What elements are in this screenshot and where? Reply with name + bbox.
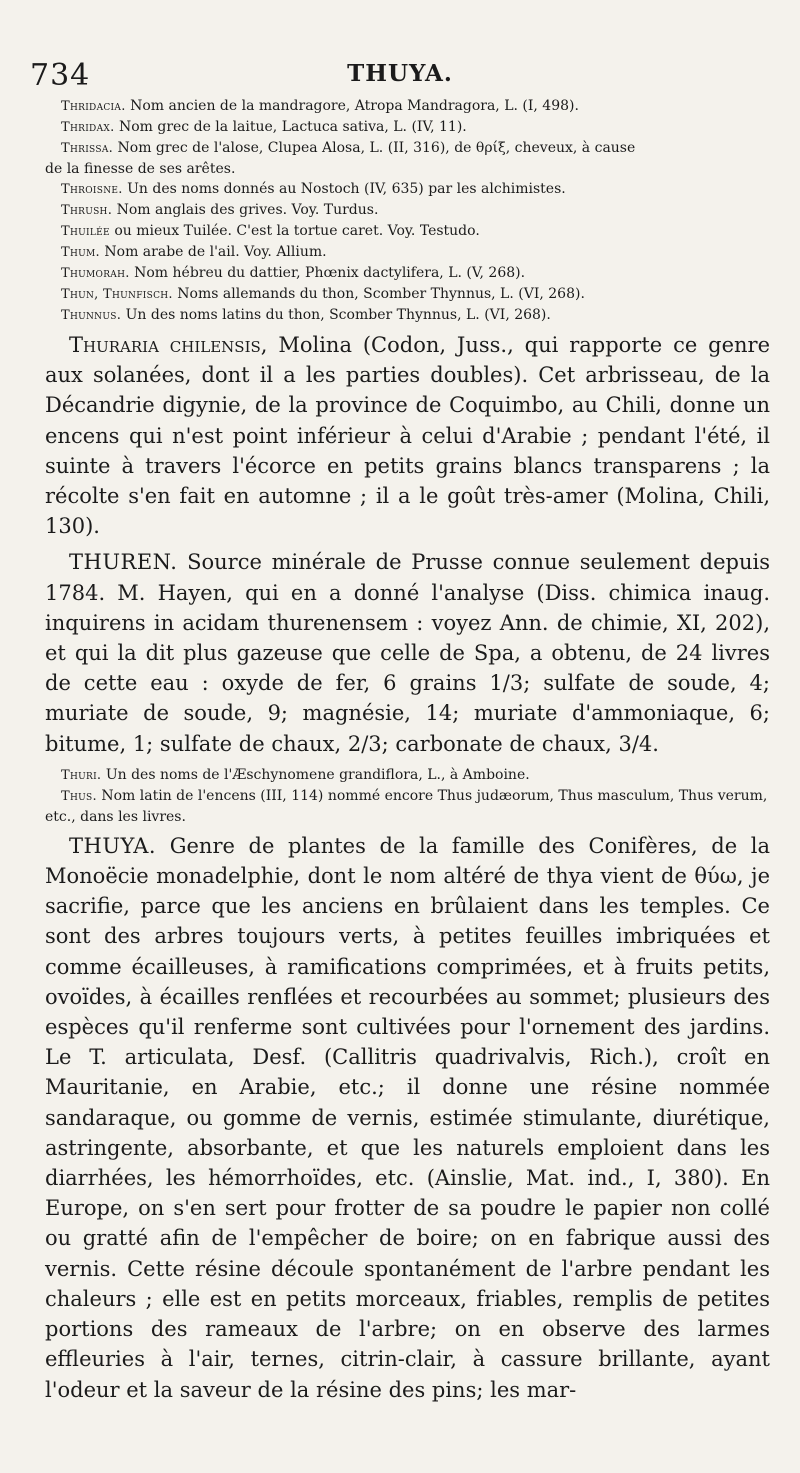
entry-text: Molina (Codon, Juss., qui rapporte ce genre aux solanées, dont il a les parties doubles). Cet arbrisseau, de la Décandrie digynie, de la province de Coquimbo, au Chili, donne un encens qui n'est point inférieur à celui d'Arabie ; pendant l'été, il suinte à travers l'écorce en petits grains blancs transparens ; la récolte s'en fait en automne ; il a le goût très-amer (Molina, Chili, 130). bbox=[45, 333, 770, 539]
entry-headword: Thridacia. bbox=[61, 99, 126, 114]
entry-thum bbox=[45, 242, 770, 263]
entry-headword: Thuilée bbox=[61, 224, 110, 239]
entry-headword: THUYA. bbox=[69, 833, 157, 858]
entry-thrush bbox=[45, 200, 770, 221]
entry-headword: Thrush. bbox=[61, 203, 113, 218]
running-head: THUYA. bbox=[347, 60, 453, 87]
entry-thun bbox=[45, 284, 770, 305]
entry-thuren bbox=[45, 547, 770, 758]
entry-headword: Thrissa. bbox=[61, 141, 114, 156]
entry-headword: Thridax. bbox=[61, 120, 115, 135]
entry-thuilee bbox=[45, 221, 770, 242]
entry-thumorah bbox=[45, 263, 770, 284]
entry-thrissa-continued bbox=[45, 159, 770, 179]
entry-text: Un des noms de l'Æschynomene grandiflora, L., à Amboine. bbox=[101, 766, 530, 783]
entry-headword: Thun, Thunfisch. bbox=[61, 287, 173, 302]
entry-text: Nom arabe de l'ail. Voy. Allium. bbox=[99, 244, 327, 260]
entry-thuraria bbox=[45, 330, 770, 541]
entry-thuri bbox=[45, 765, 770, 786]
entry-thuya bbox=[45, 831, 770, 1405]
entry-headword: Thuri. bbox=[61, 767, 102, 783]
page-header bbox=[30, 58, 770, 98]
entry-text: Nom grec de l'alose, Clupea Alosa, L. (II, 316), de θρίξ, cheveux, à cause bbox=[113, 140, 636, 156]
entry-text: Genre de plantes de la famille des Conifères, de la Monoëcie monadelphie, dont le nom altéré de thya vient de θύω, je sacrifie, parce que les anciens en brûlaient dans les temples. Ce sont des arbres toujours verts, à petites feuilles imbriquées et comme écailleuses, à ramifications comprimées, et à fruits petits, ovoïdes, à écailles renflées et recourbées au sommet; plusieurs des espèces qu'il renferme sont cultivées pour l'ornement des jardins. Le T. articulata, Desf. (Callitris quadrivalvis, Rich.), croît en Mauritanie, en Arabie, etc.; il donne une résine nommée sandaraque, ou gomme de vernis, estimée stimulante, diurétique, astringente, absorbante, et que les naturels emploient dans les diarrhées, les hémorrhoïdes, etc. (Ainslie, Mat. ind., I, 380). En Europe, on s'en sert pour frotter de sa poudre le papier non collé ou gratté afin de l'empêcher de boire; on en fabrique aussi des vernis. Cette résine découle spontanément de l'arbre pendant les chaleurs ; elle est en petits morceaux, friables, remplis de petites portions des rameaux de l'arbre; on en observe des larmes effleuries à l'air, ternes, citrin-clair, à cassure brillante, ayant l'odeur et la saveur de la résine des pins; les mar- bbox=[45, 833, 770, 1402]
entries-block-2 bbox=[45, 765, 770, 827]
entry-text: de la finesse de ses arêtes. bbox=[45, 161, 236, 177]
entry-thridacia bbox=[45, 96, 770, 117]
entry-throisne bbox=[45, 179, 770, 200]
entry-thridax bbox=[45, 117, 770, 138]
entry-headword: Thum. bbox=[61, 245, 100, 260]
entry-text: Nom hébreu du dattier, Phœnix dactylifera, L. (V, 268). bbox=[129, 265, 526, 281]
entry-text: Nom ancien de la mandragore, Atropa Mandragora, L. (I, 498). bbox=[125, 98, 579, 114]
entry-thrissa bbox=[45, 138, 770, 159]
page-content bbox=[45, 96, 770, 1411]
entry-text: ou mieux Tuilée. C'est la tortue caret. Voy. Testudo. bbox=[109, 223, 480, 239]
entry-headword: THUREN. bbox=[69, 550, 178, 575]
entry-headword: Thuraria chilensis, bbox=[69, 333, 268, 357]
entry-text: Un des noms latins du thon, Scomber Thynnus, L. (VI, 268). bbox=[121, 307, 551, 323]
entry-text: Nom latin de l'encens (III, 114) nommé encore Thus judæorum, Thus masculum, Thus verum, etc., dans les livres. bbox=[45, 787, 768, 825]
entry-text: Nom anglais des grives. Voy. Turdus. bbox=[112, 202, 379, 218]
entry-headword: Thumorah. bbox=[61, 266, 130, 281]
entry-headword: Throisne. bbox=[61, 182, 123, 197]
entry-text: Un des noms donnés au Nostoch (IV, 635) par les alchimistes. bbox=[122, 181, 566, 197]
entry-headword: Thus. bbox=[61, 788, 97, 804]
entry-thunnus bbox=[45, 305, 770, 326]
entry-text: Nom grec de la laitue, Lactuca sativa, L. (IV, 11). bbox=[114, 119, 467, 135]
page-number: 734 bbox=[30, 58, 91, 93]
entry-text: Source minérale de Prusse connue seulement depuis 1784. M. Hayen, qui en a donné l'analyse (Diss. chimica inaug. inquirens in acidam thurenensem : voyez Ann. de chimie, XI, 202), et qui la dit plus gazeuse que celle de Spa, a obtenu, de 24 livres de cette eau : oxyde de fer, 6 grains 1/3; sulfate de soude, 4; muriate de soude, 9; magnésie, 14; muriate d'ammoniaque, 6; bitume, 1; sulfate de chaux, 2/3; carbonate de chaux, 3/4. bbox=[45, 550, 770, 756]
entry-text: Noms allemands du thon, Scomber Thynnus, L. (VI, 268). bbox=[172, 286, 585, 302]
entries-block-1 bbox=[45, 96, 770, 326]
entry-thus bbox=[45, 786, 770, 827]
entry-headword: Thunnus. bbox=[61, 308, 122, 323]
